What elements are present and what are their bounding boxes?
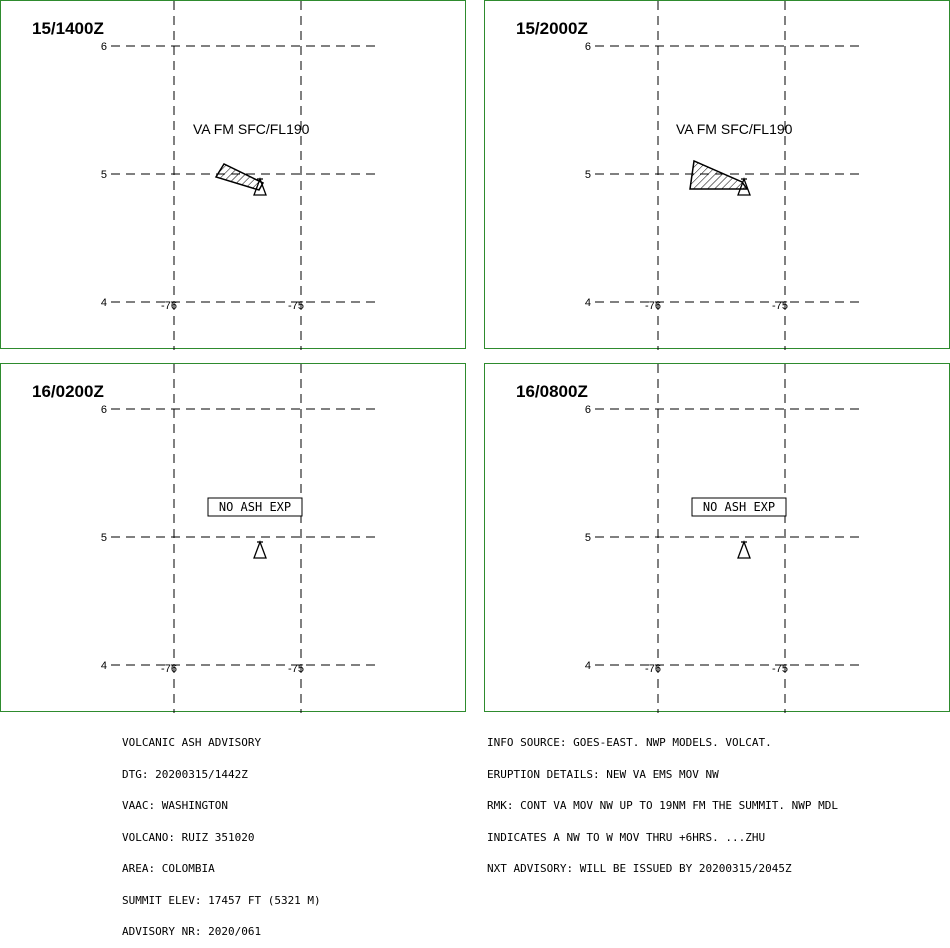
longitude-label: -75 — [772, 663, 788, 675]
advisory-line: NXT ADVISORY: WILL BE ISSUED BY 20200315/2045Z — [487, 862, 792, 875]
advisory-line: VAAC: WASHINGTON — [122, 799, 228, 812]
panel-time-label: 16/0800Z — [516, 382, 588, 401]
longitude-label: -76 — [161, 300, 177, 312]
advisory-line: ADVISORY NR: 2020/061 — [122, 925, 262, 938]
advisory-line: SUMMIT ELEV: 17457 FT (5321 M) — [122, 893, 321, 907]
ash-area-polygon — [690, 161, 747, 189]
advisory-details-text — [487, 717, 838, 885]
ash-level-label: VA FM SFC/FL190 — [193, 121, 310, 137]
advisory-line: VOLCANO: RUIZ 351020 — [122, 830, 255, 844]
map-grid — [1, 364, 467, 713]
map-grid — [1, 1, 467, 350]
latitude-label: 6 — [584, 41, 591, 53]
latitude-label: 5 — [584, 532, 591, 544]
advisory-line: AREA: COLOMBIA — [122, 862, 215, 875]
latitude-label: 5 — [100, 169, 107, 181]
latitude-label: 5 — [100, 532, 107, 544]
map-grid — [485, 364, 950, 713]
advisory-line: INFO SOURCE: GOES-EAST. NWP MODELS. VOLCAT. — [487, 736, 772, 749]
advisory-line: INDICATES A NW TO W MOV THRU +6HRS. ...ZHU — [487, 830, 766, 844]
ash-area-polygon — [216, 164, 263, 190]
panel-time-label: 15/2000Z — [516, 19, 588, 38]
advisory-line: RMK: CONT VA MOV NW UP TO 19NM FM THE SUMMIT. NWP MDL — [487, 799, 838, 812]
no-ash-label: NO ASH EXP — [702, 500, 776, 514]
longitude-label: -75 — [772, 300, 788, 312]
longitude-label: -75 — [288, 663, 304, 675]
advisory-line: VOLCANIC ASH ADVISORY — [122, 736, 262, 749]
latitude-label: 6 — [100, 41, 107, 53]
ash-level-label: VA FM SFC/FL190 — [676, 121, 793, 137]
forecast-panel-1 — [0, 0, 466, 349]
longitude-label: -76 — [645, 663, 661, 675]
panel-time-label: 15/1400Z — [32, 19, 104, 38]
map-grid — [485, 1, 950, 350]
triangle-volcano-icon — [254, 542, 266, 558]
longitude-label: -75 — [288, 300, 304, 312]
latitude-label: 6 — [100, 404, 107, 416]
latitude-label: 4 — [584, 660, 591, 672]
latitude-label: 4 — [100, 297, 107, 309]
forecast-panel-4 — [484, 363, 950, 712]
forecast-panel-3 — [0, 363, 466, 712]
triangle-volcano-icon — [738, 542, 750, 558]
latitude-label: 5 — [584, 169, 591, 181]
longitude-label: -76 — [161, 663, 177, 675]
forecast-panel-2 — [484, 0, 950, 349]
advisory-header-text — [122, 717, 321, 948]
latitude-label: 4 — [100, 660, 107, 672]
latitude-label: 6 — [584, 404, 591, 416]
longitude-label: -76 — [645, 300, 661, 312]
panel-time-label: 16/0200Z — [32, 382, 104, 401]
latitude-label: 4 — [584, 297, 591, 309]
no-ash-label: NO ASH EXP — [218, 500, 292, 514]
advisory-line: ERUPTION DETAILS: NEW VA EMS MOV NW — [487, 767, 719, 781]
advisory-line: DTG: 20200315/1442Z — [122, 767, 248, 781]
